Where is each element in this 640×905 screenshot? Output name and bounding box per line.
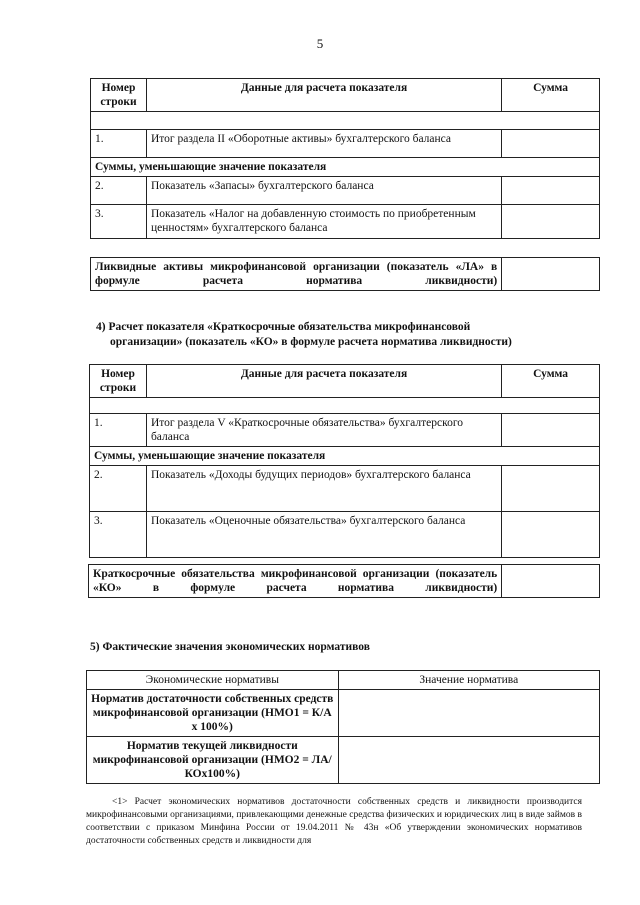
row-number: 3. [90,512,147,558]
table-row [87,737,600,784]
table-header-row [90,365,600,398]
reduce-header-row [90,447,600,466]
row-text: Показатель «Оценочные обязательства» бухгалтерского баланса [146,512,501,558]
norms-table [86,670,600,784]
norm-1-label: Норматив достаточности собственных средств микрофинансовой организации (НМО1 = К/А х 100%) [87,690,339,737]
section-4-title-line1: 4) Расчет показателя «Краткосрочные обязательства микрофинансовой [96,321,471,333]
la-result-value-cell[interactable] [502,258,600,291]
table-row [90,512,600,558]
row-sum-cell[interactable] [502,466,600,512]
page-number: 5 [316,36,324,51]
col-header-data: Данные для расчета показателя [146,365,501,398]
la-result-table [90,257,600,291]
section-4-title-line2: организации» (показатель «КО» в формуле расчета норматива ликвидности) [110,336,512,348]
row-sum-cell[interactable] [502,130,600,158]
ko-result-label: Краткосрочные обязательства микрофинансовой организации (показатель «КО» в формуле расчета норматива ликвидности) [89,565,502,598]
table-row [87,690,600,737]
row-text: Показатель «Налог на добавленную стоимость по приобретенным ценностям» бухгалтерского баланса [146,205,501,239]
la-calculation-table [90,78,600,239]
col-header-number: Номер строки [90,365,147,398]
col-header-norm: Экономические нормативы [87,671,339,690]
row-sum-cell[interactable] [502,205,600,239]
row-text: Итог раздела V «Краткосрочные обязательства» бухгалтерского баланса [146,414,501,447]
footnote: <1> Расчет экономических нормативов достаточности собственных средств и ликвидности производится микрофинансовыми организациями, привлекающими денежные средства физических и юридических лиц в виде займов в соответствии с приказом Минфина России от 19.04.2011 № 43н «Об утверждении экономических нормативов достаточности собственных средств и ликвидности для [86,797,582,846]
col-header-data: Данные для расчета показателя [146,79,501,112]
row-number: 3. [91,205,147,239]
section-5-title: 5) Фактические значения экономических нормативов [90,641,370,653]
row-number: 1. [91,130,147,158]
row-text: Показатель «Доходы будущих периодов» бухгалтерского баланса [146,466,501,512]
col-header-value: Значение норматива [338,671,599,690]
table-row [91,177,600,205]
norm-1-value-cell[interactable] [338,690,599,737]
row-sum-cell[interactable] [502,177,600,205]
norm-2-value-cell[interactable] [338,737,599,784]
row-sum-cell[interactable] [502,512,600,558]
col-header-number: Номер строки [91,79,147,112]
table-row [91,205,600,239]
row-sum-cell[interactable] [502,414,600,447]
reduce-header-row [91,158,600,177]
col-header-sum: Сумма [502,365,600,398]
row-number: 1. [90,414,147,447]
table-row-empty [91,112,600,130]
table-header-row [91,79,600,112]
row-text: Итог раздела II «Оборотные активы» бухгалтерского баланса [146,130,501,158]
ko-calculation-table [89,364,600,558]
section-4-title [96,320,596,350]
table-row [91,130,600,158]
ko-result-value-cell[interactable] [502,565,600,598]
ko-result-table [88,564,600,598]
reduce-header: Суммы, уменьшающие значение показателя [90,447,600,466]
row-number: 2. [90,466,147,512]
row-text: Показатель «Запасы» бухгалтерского баланса [146,177,501,205]
col-header-sum: Сумма [502,79,600,112]
norm-2-label: Норматив текущей ликвидности микрофинансовой организации (НМО2 = ЛА/КОх100%) [87,737,339,784]
la-result-label: Ликвидные активы микрофинансовой организации (показатель «ЛА» в формуле расчета норматива ликвидности) [91,258,502,291]
reduce-header: Суммы, уменьшающие значение показателя [91,158,600,177]
table-row [90,414,600,447]
table-row [90,466,600,512]
table-row-empty [90,398,600,414]
table-header-row [87,671,600,690]
row-number: 2. [91,177,147,205]
